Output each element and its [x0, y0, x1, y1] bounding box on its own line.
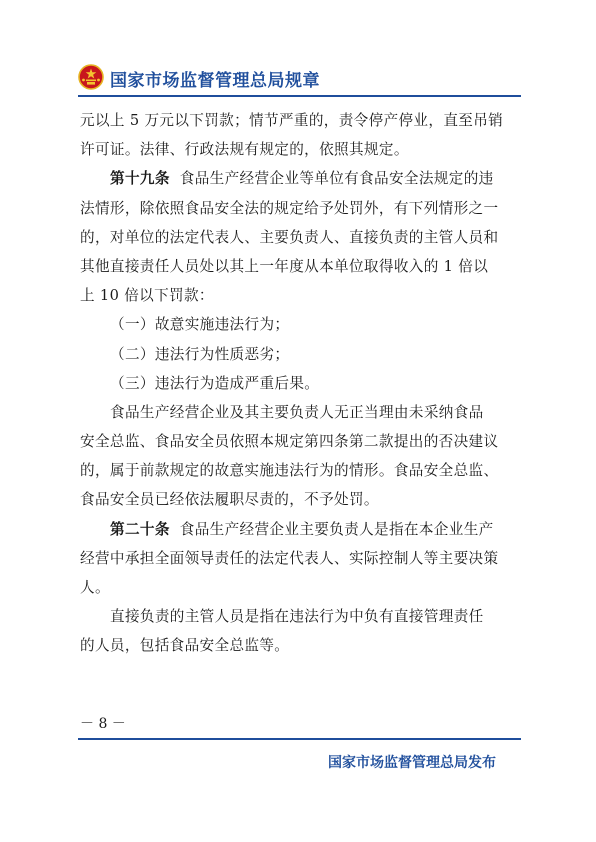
header-divider	[78, 95, 521, 97]
article-20-text: 食品生产经营企业主要负责人是指在本企业生产	[179, 520, 494, 538]
article-19-line: 法情形，除依照食品安全法的规定给予处罚外，有下列情形之一	[80, 199, 499, 217]
article-19-text: 食品生产经营企业等单位有食品安全法规定的违	[179, 170, 494, 188]
header-title: 国家市场监督管理总局规章	[110, 71, 320, 91]
list-item: （三）违法行为造成严重后果。	[110, 374, 320, 392]
footer-publisher: 国家市场监督管理总局发布	[328, 755, 496, 771]
article-19-para2-line: 安全总监、食品安全员依照本规定第四条第二款提出的否决建议	[80, 433, 499, 451]
body-line: 许可证。法律、行政法规有规定的，依照其规定。	[80, 141, 409, 159]
article-20-para2-line: 直接负责的主管人员是指在违法行为中负有直接管理责任	[110, 608, 484, 626]
page-header	[78, 64, 518, 92]
list-item: （二）违法行为性质恶劣；	[110, 345, 290, 363]
national-emblem-icon	[78, 64, 104, 90]
article-20-line	[80, 515, 522, 544]
article-19-line	[80, 164, 522, 193]
article-20-line: 人。	[80, 579, 110, 596]
list-item: （一）故意实施违法行为；	[110, 316, 290, 334]
document-body	[80, 106, 522, 661]
article-19-line: 的，对单位的法定代表人、主要负责人、直接负责的主管人员和	[80, 228, 499, 246]
article-20-line: 经营中承担全面领导责任的法定代表人、实际控制人等主要决策	[80, 549, 499, 567]
footer-divider	[78, 738, 521, 740]
article-20-heading: 第二十条	[110, 520, 170, 538]
article-19-line: 上 10 倍以下罚款：	[80, 287, 214, 305]
article-19-para2-line: 食品安全员已经依法履职尽责的，不予处罚。	[80, 491, 379, 509]
article-19-line: 其他直接责任人员处以其上一年度从本单位取得收入的 1 倍以	[80, 257, 489, 275]
page-number: － 8 －	[80, 716, 126, 732]
article-19-heading: 第十九条	[110, 170, 170, 188]
article-19-para2-line: 食品生产经营企业及其主要负责人无正当理由未采纳食品	[110, 403, 484, 421]
article-19-para2-line: 的，属于前款规定的故意实施违法行为的情形。食品安全总监、	[80, 462, 499, 480]
article-20-para2-line: 的人员，包括食品安全总监等。	[80, 637, 290, 655]
body-line: 元以上 5 万元以下罚款；情节严重的，责令停产停业，直至吊销	[80, 112, 504, 129]
